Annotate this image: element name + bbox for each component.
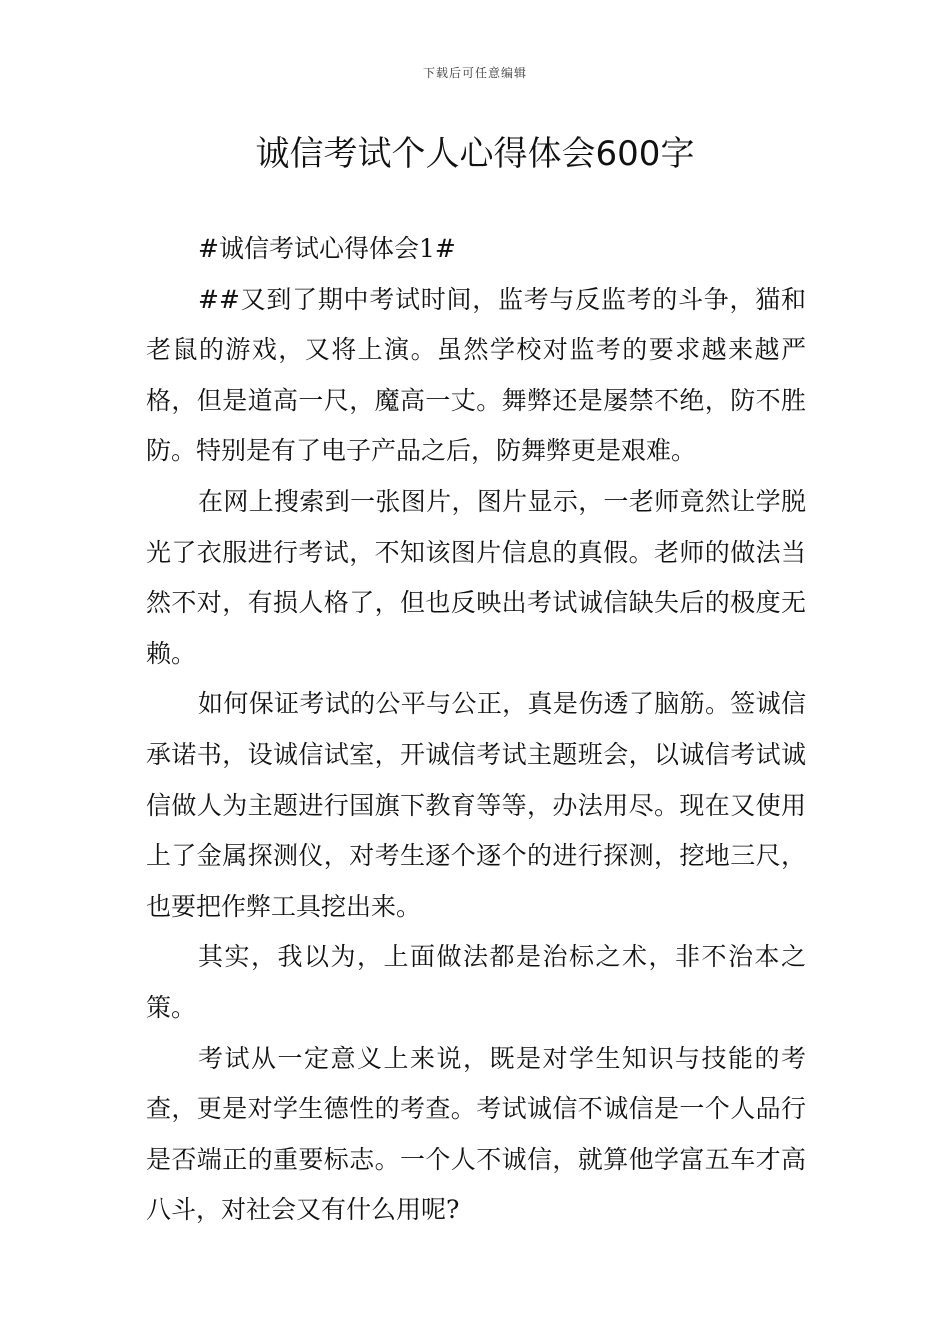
body-paragraph-1: ##又到了期中考试时间，监考与反监考的斗争，猫和老鼠的游戏，又将上演。虽然学校对监考的要求越来越严格，但是道高一尺，魔高一丈。舞弊还是屡禁不绝，防不胜防。特别是有了电子产品之后，防舞弊更是艰难。 [146, 284, 806, 466]
body-paragraph-4: 其实，我以为，上面做法都是治标之术，非不治本之策。 [146, 942, 806, 1022]
page-header-note: 下载后可任意编辑 [422, 66, 527, 80]
body-paragraph-2: 在网上搜索到一张图片，图片显示，一老师竟然让学脱光了衣服进行考试，不知该图片信息的真假。老师的做法当然不对，有损人格了，但也反映出考试诚信缺失后的极度无赖。 [146, 486, 806, 668]
document-body [146, 224, 806, 1236]
body-paragraph-3: 如何保证考试的公平与公正，真是伤透了脑筋。签诚信承诺书，设诚信试室，开诚信考试主题班会，以诚信考试诚信做人为主题进行国旗下教育等等，办法用尽。现在又使用上了金属探测仪，对考生逐个逐个的进行探测，挖地三尺，也要把作弊工具挖出来。 [146, 689, 806, 921]
document-title: 诚信考试个人心得体会600字 [255, 134, 695, 174]
body-paragraph-5: 考试从一定意义上来说，既是对学生知识与技能的考查，更是对学生德性的考查。考试诚信不诚信是一个人品行是否端正的重要标志。一个人不诚信，就算他学富五车才高八斗，对社会又有什么用呢? [146, 1043, 806, 1225]
section-heading: #诚信考试心得体会1# [198, 234, 456, 263]
